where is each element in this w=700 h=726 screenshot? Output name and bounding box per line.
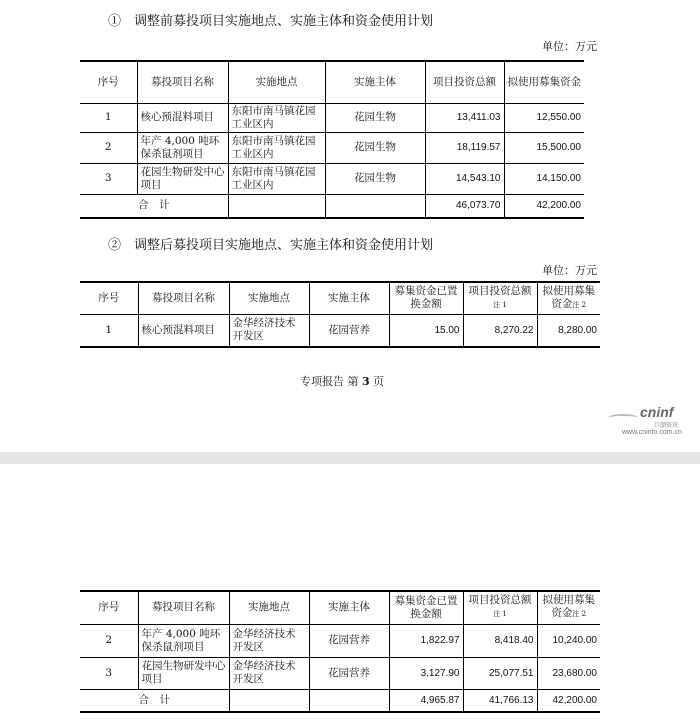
cell-planned-funds: 8,280.00: [537, 314, 600, 347]
cell-total-investment: 8,270.22: [463, 314, 537, 347]
col-header-index: 序号: [80, 282, 138, 314]
header-text: 项目投资总额: [468, 594, 532, 607]
header-text: 项目投资总额: [468, 284, 532, 297]
cell-entity: 花园生物: [325, 103, 425, 132]
header-text: 拟使用募集资金: [542, 284, 595, 310]
cell-index: 2: [80, 624, 138, 657]
cell-planned-funds: 42,200.00: [537, 689, 600, 712]
cell-index: 3: [80, 163, 137, 194]
table-row: [80, 132, 584, 163]
col-header-project: 募投项目名称: [138, 282, 229, 314]
cell-empty: [309, 689, 389, 712]
cell-location: 金华经济技术开发区: [229, 657, 309, 689]
cell-index: 2: [80, 132, 137, 163]
cell-location: 金华经济技术开发区: [229, 314, 309, 347]
cell-planned-funds: 12,550.00: [504, 103, 584, 132]
header-text: 拟使用募集资金: [542, 594, 595, 620]
col-header-entity: 实施主体: [309, 282, 389, 314]
cell-replaced-amount: 3,127.90: [389, 657, 463, 689]
cell-project: 核心预混料项目: [138, 314, 229, 347]
col-header-project: 募投项目名称: [137, 61, 228, 103]
cell-location: 东阳市南马镇花园工业区内: [228, 103, 325, 132]
cell-planned-funds: 14,150.00: [504, 163, 584, 194]
cell-total-label: 合 计: [80, 194, 228, 218]
cell-planned-funds: 15,500.00: [504, 132, 584, 163]
col-header-replaced-amount: 募集资金已置换金额: [389, 282, 463, 314]
col-header-total-investment: [463, 282, 537, 314]
cell-planned-funds: 10,240.00: [537, 624, 600, 657]
col-header-index: 序号: [80, 591, 138, 624]
table-after-adjustment-continued: [80, 590, 600, 713]
logo-subtitle: 巨潮资讯: [654, 422, 679, 429]
col-header-index: 序号: [80, 61, 137, 103]
cell-total-investment: 18,119.57: [425, 132, 504, 163]
cell-replaced-amount: 1,822.97: [389, 624, 463, 657]
page-separator: [0, 452, 700, 464]
col-header-total-investment: 项目投资总额: [425, 61, 504, 103]
cell-index: 3: [80, 657, 138, 689]
col-header-entity: 实施主体: [309, 591, 389, 624]
footnote-marker-2: 注 2: [572, 610, 587, 619]
cell-location: 金华经济技术开发区: [229, 624, 309, 657]
table-row: [80, 163, 584, 194]
cell-location: 东阳市南马镇花园工业区内: [228, 132, 325, 163]
table-header-row: [80, 61, 584, 103]
cell-empty: [229, 689, 309, 712]
cell-total-investment: 8,418.40: [463, 624, 537, 657]
table-row: [80, 624, 600, 657]
footnote-marker-1: 注 1: [493, 300, 507, 309]
cell-entity: 花园营养: [309, 657, 389, 689]
cell-empty: [325, 194, 425, 218]
footnote-marker-1: 注 1: [493, 610, 507, 619]
cell-replaced-amount: 4,965.87: [389, 689, 463, 712]
cell-total-investment: 41,766.13: [463, 689, 537, 712]
section-heading-after: ② 调整后募投项目实施地点、实施主体和资金使用计划: [108, 238, 434, 253]
cell-total-label: 合 计: [80, 689, 229, 712]
table-row: [80, 314, 600, 347]
table-header-row: [80, 591, 600, 624]
cell-project: 年产 4,000 吨环保杀鼠剂项目: [138, 624, 229, 657]
col-header-location: 实施地点: [229, 591, 309, 624]
cell-total-investment: 25,077.51: [463, 657, 537, 689]
table-total-row: [80, 689, 600, 712]
cell-index: 1: [80, 314, 138, 347]
page-number: 3: [362, 375, 370, 388]
cell-location: 东阳市南马镇花园工业区内: [228, 163, 325, 194]
page-footer: [300, 373, 384, 389]
cell-entity: 花园生物: [325, 132, 425, 163]
col-header-location: 实施地点: [229, 282, 309, 314]
section-heading-before: ① 调整前募投项目实施地点、实施主体和资金使用计划: [108, 14, 434, 29]
cell-index: 1: [80, 103, 137, 132]
table-row: [80, 657, 600, 689]
cninfo-logo: [608, 404, 698, 440]
cell-planned-funds: 42,200.00: [504, 194, 584, 218]
table-header-row: [80, 282, 600, 314]
col-header-entity: 实施主体: [325, 61, 425, 103]
cell-project: 核心预混料项目: [137, 103, 228, 132]
col-header-replaced-amount: 募集资金已置换金额: [389, 591, 463, 624]
cell-project: 花园生物研发中心项目: [138, 657, 229, 689]
table-before-adjustment: [80, 60, 584, 219]
logo-swoosh-icon: [608, 414, 638, 422]
report-page-2: [0, 464, 700, 726]
unit-label-1: 单位：万元: [542, 40, 597, 53]
cell-entity: 花园营养: [309, 624, 389, 657]
cell-entity: 花园生物: [325, 163, 425, 194]
cell-project: 年产 4,000 吨环保杀鼠剂项目: [137, 132, 228, 163]
cell-planned-funds: 23,680.00: [537, 657, 600, 689]
col-header-total-investment: [463, 591, 537, 624]
footnote-marker-2: 注 2: [572, 300, 587, 309]
cell-project: 花园生物研发中心项目: [137, 163, 228, 194]
col-header-planned-funds: [537, 591, 600, 624]
cell-empty: [228, 194, 325, 218]
footer-suffix: 页: [373, 375, 385, 388]
col-header-planned-funds: 拟使用募集资金: [504, 61, 584, 103]
cell-replaced-amount: 15.00: [389, 314, 463, 347]
footer-text: 专项报告 第: [300, 375, 359, 388]
cell-total-investment: 13,411.03: [425, 103, 504, 132]
col-header-location: 实施地点: [228, 61, 325, 103]
table-total-row: [80, 194, 584, 218]
table-after-adjustment: [80, 281, 600, 348]
table-row: [80, 103, 584, 132]
cell-total-investment: 46,073.70: [425, 194, 504, 218]
col-header-project: 募投项目名称: [138, 591, 229, 624]
cell-entity: 花园营养: [309, 314, 389, 347]
unit-label-2: 单位：万元: [542, 264, 597, 277]
cell-total-investment: 14,543.10: [425, 163, 504, 194]
logo-brand: cninf: [640, 404, 674, 420]
col-header-planned-funds: [537, 282, 600, 314]
logo-url: www.cninfo.com.cn: [622, 429, 682, 436]
